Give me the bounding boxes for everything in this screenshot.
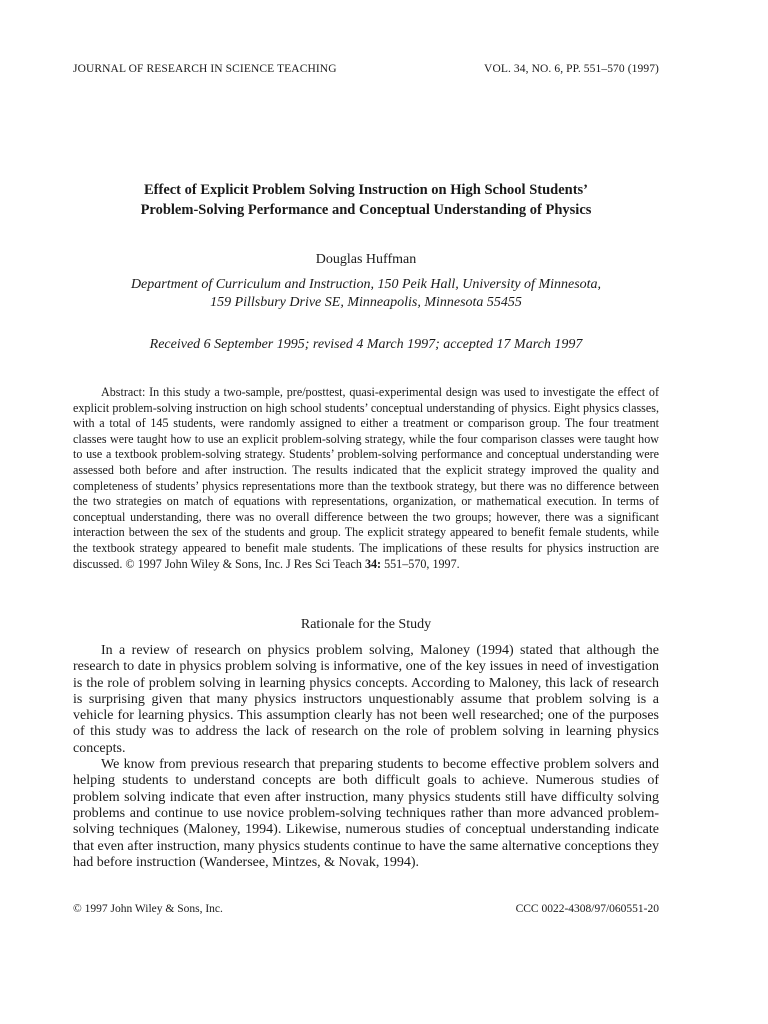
body-paragraph-1: In a review of research on physics problem solving, Maloney (1994) stated that although the research to date in physics problem solving is informative, one of the key issues in need of investigation is the role of problem solving in learning physics concepts. According to Maloney, this lack of research is surprising given that many physics instructors unquestionably assume that problem solving is a vehicle for learning physics. This assumption clearly has not been well researched; one of the purposes of this study was to address the lack of research on the role of problem solving in learning physics concepts. (73, 643, 659, 756)
footer-ccc-code: CCC 0022-4308/97/060551-20 (515, 903, 659, 915)
abstract-pages: 551–570, 1997. (381, 556, 460, 571)
title-line-2: Problem-Solving Performance and Conceptual Understanding of Physics (140, 202, 592, 218)
section-heading: Rationale for the Study (300, 617, 432, 632)
submission-dates: Received 6 September 1995; revised 4 March 1997; accepted 17 March 1997 (149, 337, 583, 352)
body-paragraph-2: We know from previous research that preparing students to become effective problem solvers and helping students to understand concepts are both difficult goals to achieve. Numerous studies of problem solving indicate that even after instruction, many physics students still have difficulty solving problems and continue to use novice problem-solving techniques rather than more advanced problem-solving techniques (Maloney, 1994). Likewise, numerous studies of conceptual understanding indicate that even after instruction, many physics students continue to have the same alternative conceptions they had before instruction (Wandersee, Mintzes, & Novak, 1994). (73, 757, 659, 870)
paper-title (73, 180, 659, 220)
title-line-1: Effect of Explicit Problem Solving Instruction on High School Students’ (143, 182, 589, 198)
body-text (73, 643, 659, 871)
author-affiliation (73, 276, 659, 312)
affiliation-line-2: 159 Pillsbury Drive SE, Minneapolis, Minnesota 55455 (210, 295, 522, 310)
footer-copyright: © 1997 John Wiley & Sons, Inc. (73, 903, 223, 915)
author-name: Douglas Huffman (315, 252, 417, 267)
abstract (73, 385, 659, 572)
journal-name: JOURNAL OF RESEARCH IN SCIENCE TEACHING (73, 63, 337, 75)
volume-citation: VOL. 34, NO. 6, PP. 551–570 (1997) (484, 63, 659, 75)
affiliation-line-1: Department of Curriculum and Instruction, 150 Peik Hall, University of Minnesota, (130, 277, 602, 292)
abstract-volume: 34: (364, 556, 382, 571)
abstract-text: Abstract: In this study a two-sample, pre/posttest, quasi-experimental design was used to investigate the effect of explicit problem-solving instruction on high school students’ conceptual understanding of physics. Eight physics classes, with a total of 145 students, were randomly assigned to either a treatment or comparison group. The four treatment classes were taught how to use an explicit problem-solving strategy, while the four comparison classes were taught how to use a textbook problem-solving strategy. Students’ problem-solving performance and conceptual understanding were assessed both before and after instruction. The results indicated that the explicit strategy improved the quality and completeness of students’ physics representations more than the textbook strategy, but there was no difference between the two strategies on match of equations with representations, organization, or mathematical execution. In terms of conceptual understanding, there was no overall difference between the two groups; however, there was a significant interaction between the sex of the students and group. The explicit strategy appeared to benefit female students, while the textbook strategy appeared to benefit male students. The implications of these results for physics instruction are discussed. © 1997 John Wiley & Sons, Inc. J Res Sci Teach (73, 385, 659, 571)
